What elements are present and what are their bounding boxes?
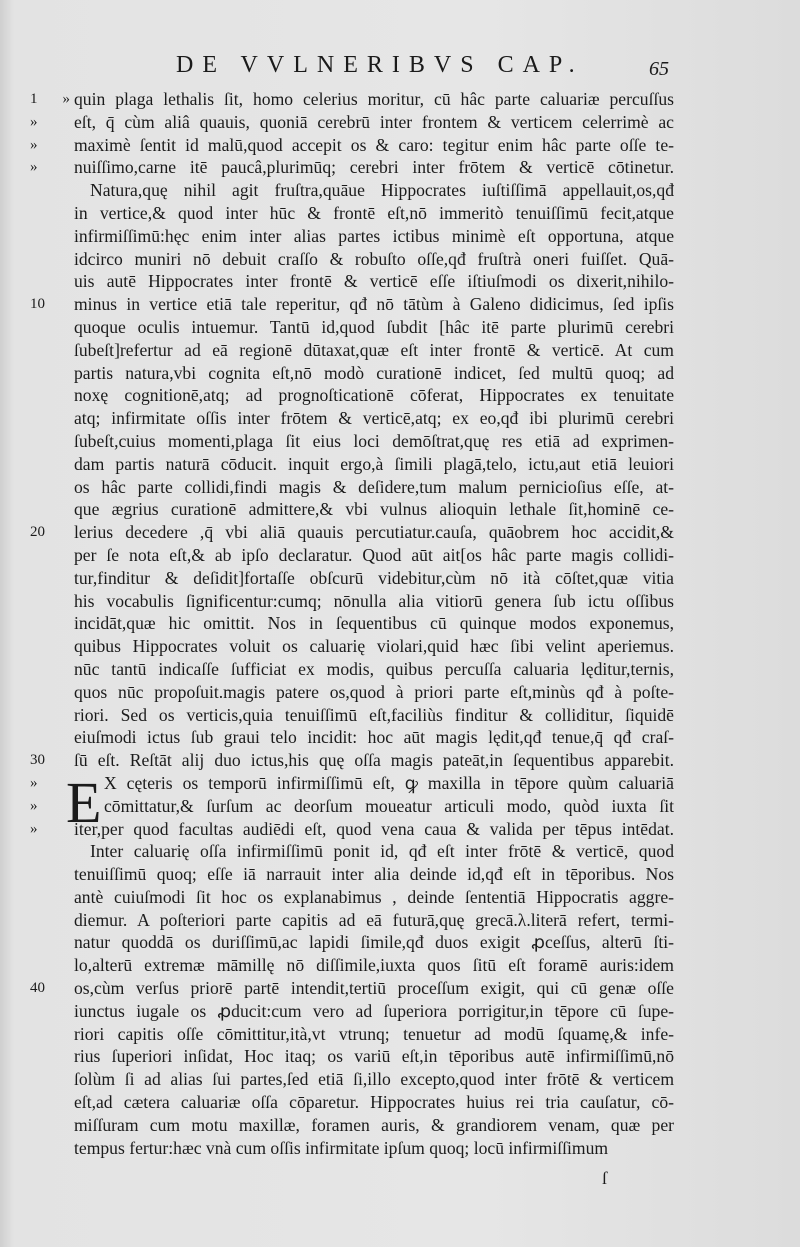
text-line [74, 909, 674, 932]
line-text: nūc tantū indicaſſe ſufficiat ex modis, quibus percuſſa caluaria lęditur,ternis, [74, 658, 674, 679]
text-line [74, 1091, 674, 1114]
line-text: ſū eſt. Reſtāt alij duo ictus,his quę oſſa magis pateāt,in ſequentibus apparebit. [74, 750, 674, 771]
line-text: his vocabulis ſignificentur:cumq; nōnulla alia vitiorū genera ſub ictu oſſibus [74, 590, 674, 611]
text-line [74, 453, 674, 476]
line-text: antè cuiuſmodi ſit hoc os explanabimus , deinde ſententiā Hippocratis aggre- [74, 886, 674, 907]
text-line [74, 225, 674, 248]
line-number-marker: » [30, 159, 38, 176]
line-text: uis autē Hippocrates inter frontē & verticē eſſe iſtiuſmodi os dixerit,nihilo- [74, 271, 674, 292]
line-text: que ægrius curationē admittere,& vbi vulnus alioquin lethale ſit,hominē ce- [74, 499, 674, 520]
line-text: partis natura,vbi cognita eſt,nō modò curationē indicet, ſed multū quoq; ad [74, 362, 674, 383]
line-number-marker: 20 [30, 524, 45, 541]
line-text: Natura,quę nihil agit fruſtra,quāue Hippocrates iuſtiſſimā appellauit,os,qđ [90, 180, 674, 201]
text-line [74, 840, 674, 863]
line-text: incidāt,quæ hic omittit. Nos in ſequentibus cū quinque modos exponemus, [74, 613, 674, 634]
text-line [30, 749, 674, 772]
line-text: iter,per quod facultas audiēdi eſt, quod vena caua & valida per tēpus intēdat. [74, 818, 674, 839]
text-line [30, 818, 674, 841]
line-text: lerius decedere ,q̄ vbi aliā quauis percutiatur.cauſa, quāobrem hoc accidit,& [74, 522, 674, 543]
text-line [74, 476, 674, 499]
text-line [74, 362, 674, 385]
text-line [74, 726, 674, 749]
line-number-marker: 30 [30, 752, 45, 769]
line-number-marker: » [30, 113, 38, 130]
page-number: 65 [649, 58, 669, 80]
text-line [74, 179, 674, 202]
line-text: quibus Hippocrates voluit os caluarię violari,quid hæc ſibi velint aperiemus. [74, 636, 674, 657]
text-line [30, 156, 674, 179]
line-text: natur quoddā os duriſſimū,ac lapidi ſimile,qđ duos exigit ꝓceſſus, alterū ſti- [74, 932, 674, 953]
line-text: minus in vertice etiā tale reperitur, qđ nō tātùm à Galeno didicimus, ſed ipſis [74, 294, 674, 315]
text-line [30, 977, 674, 1000]
line-text: idcirco muniri nō debuit craſſo & robuſto oſſe,qđ fruſtrà oneri fuiſſet. Quā- [74, 248, 674, 269]
text-line [74, 704, 674, 727]
line-text: per ſe nota eſt,& ab ipſo declaratur. Quod aūt ait[os hâc parte magis collidi- [74, 544, 674, 565]
line-text: tempus fertur:hæc vnà cum oſſis infirmitate ipſum quoq; locū infirmiſſimum [74, 1137, 609, 1158]
text-line [74, 407, 674, 430]
line-text: infirmiſſimū:hęc enim inter alias partes ictibus minimè eſt opportuna, atque [74, 225, 674, 246]
text-line [74, 590, 674, 613]
text-line [74, 1114, 674, 1137]
line-text: maximè ſentit id malū,quod accepit os & caro: tegitur enim hâc parte oſſe te- [74, 134, 674, 155]
main-text-block [30, 88, 674, 1159]
line-text: ſolùm ſi ad alias ſui partes,ſed etiā ſi,illo excepto,quod inter frōtē & verticem [74, 1069, 674, 1090]
text-line [74, 339, 674, 362]
line-number-marker: » [30, 136, 38, 153]
line-text: eiuſmodi ictus ſub graui telo incidit: hoc aūt magis lędit,qđ tenue,q̄ qđ craſ- [74, 727, 674, 748]
drop-capital: E [66, 769, 102, 835]
line-text: lo,alterū extremæ māmillę nō diſſimile,iuxta quos ſitū eſt foramē auris:idem [74, 955, 674, 976]
line-text: tenuiſſimū quoq; eſſe iā narrauit inter alia deinde id,qđ eſt in tēporibus. Nos [74, 864, 674, 885]
line-number-marker: 40 [30, 980, 45, 997]
text-line [74, 1045, 674, 1068]
line-number-marker: 1 » [30, 91, 70, 107]
line-text: quin plaga lethalis ſit, homo celerius moritur, cū hâc parte caluariæ percuſſus [74, 89, 674, 109]
line-text: os,cùm verſus priorē partē intendit,tertiū proceſſum exigit, qui cū genæ oſſe [74, 978, 674, 999]
text-line [74, 1137, 674, 1160]
line-text: dam partis naturā cōducit. inquit ergo,à ſimili plagā,telo, ictu,aut etiā leuiori [74, 453, 674, 474]
text-line [74, 886, 674, 909]
text-line [74, 384, 674, 407]
text-line [74, 658, 674, 681]
text-line [74, 567, 674, 590]
text-line [74, 1068, 674, 1091]
text-line [74, 248, 674, 271]
line-text: X cęteris os temporū infirmiſſimū eſt, ꝙ maxilla in tēpore quùm caluariā [104, 772, 674, 793]
running-head: DE VVLNERIBVS CAP. [176, 52, 584, 78]
text-line [74, 270, 674, 293]
line-number-marker: » [30, 797, 38, 814]
text-line [74, 544, 674, 567]
text-line [74, 931, 674, 954]
line-text: riori. Sed os verticis,quia tenuiſſimū eſt,faciliùs finditur & colliditur, ſiquidē [74, 704, 674, 725]
line-text: in vertice,& quod inter hūc & frontē eſt,nō immeritò tenuiſſimū fecit,atque [74, 202, 674, 223]
text-line [74, 612, 674, 635]
line-text: rius ſuperiori inſidat, Hoc itaq; os variū eſt,in tēporibus autē infirmiſſimū,nō [74, 1046, 674, 1067]
text-line [74, 498, 674, 521]
signature-mark: ſ [602, 1168, 608, 1188]
line-number-marker: » [30, 820, 38, 837]
text-line [74, 863, 674, 886]
line-text: Inter caluarię oſſa infirmiſſimū ponit id, qđ eſt inter frōtē & verticē, quod [90, 841, 674, 862]
line-text: quos nūc propoſuit.magis patere os,quod à priori parte eſt,minùs qđ à poſte- [74, 681, 674, 702]
text-line [74, 430, 674, 453]
line-text: cōmittatur,& ſurſum ac deorſum moueatur articuli modo, quòd iuxta ſit [104, 795, 674, 816]
text-line [30, 521, 674, 544]
line-number-marker: » [30, 774, 38, 791]
line-text: noxę cognitionē,atq; ad prognoſticationē cōferat, Hippocrates ex tenuitate [74, 385, 674, 406]
line-text: os hâc parte collidi,findi magis & deſidere,tum malum pernicioſius eſſe, at- [74, 476, 674, 497]
text-line [74, 202, 674, 225]
line-text: tur,finditur & deſidit]fortaſſe obſcurū videbitur,cùm nō ità cōſtet,quæ vitia [74, 567, 674, 588]
text-line [74, 681, 674, 704]
line-text: iunctus iugale os ꝓducit:cum vero ad ſuperiora porrigitur,in tēpore cū ſupe- [74, 1000, 674, 1021]
line-text: eſt,ad cætera caluariæ oſſa cōparetur. Hippocrates huius rei tria cauſatur, cō- [74, 1092, 674, 1113]
line-text: diemur. A poſteriori parte capitis ad eā futurā,quę grecā.λ.literā refert, termi- [74, 909, 674, 930]
text-line [74, 316, 674, 339]
text-line [30, 111, 674, 134]
text-line [30, 795, 674, 818]
text-line [30, 88, 674, 111]
text-line [30, 134, 674, 157]
line-text: miſſuram cum motu maxillæ, foramen auris, & grandiorem venam, quæ per [74, 1114, 674, 1135]
text-line [30, 293, 674, 316]
line-text: atq; infirmitate oſſis inter frōtem & verticē,atq; ex eo,qđ ibi plurimū cerebri [74, 408, 674, 429]
line-text: quoque oculis intuemur. Tantū id,quod ſubdit [hâc itē parte plurimū cerebri [74, 316, 674, 337]
line-text: riori capitis oſſe cōmittitur,ità,vt vtrunq; tenuetur ad modū ſquamę,& infe- [74, 1023, 674, 1044]
line-text: ſubeſt,cuius momenti,plaga ſit eius loci demōſtrat,quę res etiā ad exprimen- [74, 430, 674, 451]
text-line [74, 635, 674, 658]
line-text: eſt, q̄ cùm aliâ quauis, quoniā cerebrū inter frontem & verticem celerrimè ac [74, 111, 674, 132]
line-text: nuiſſimo,carne itē paucâ,plurimūq; cerebri inter frōtem & verticē cōtinetur. [74, 157, 674, 178]
line-number-marker: 10 [30, 296, 45, 313]
text-line [74, 954, 674, 977]
line-text: ſubeſt]refertur ad eā regionē dūtaxat,quæ eſt inter frontē & verticē. At cum [74, 339, 674, 360]
text-line [74, 1023, 674, 1046]
text-line [74, 1000, 674, 1023]
